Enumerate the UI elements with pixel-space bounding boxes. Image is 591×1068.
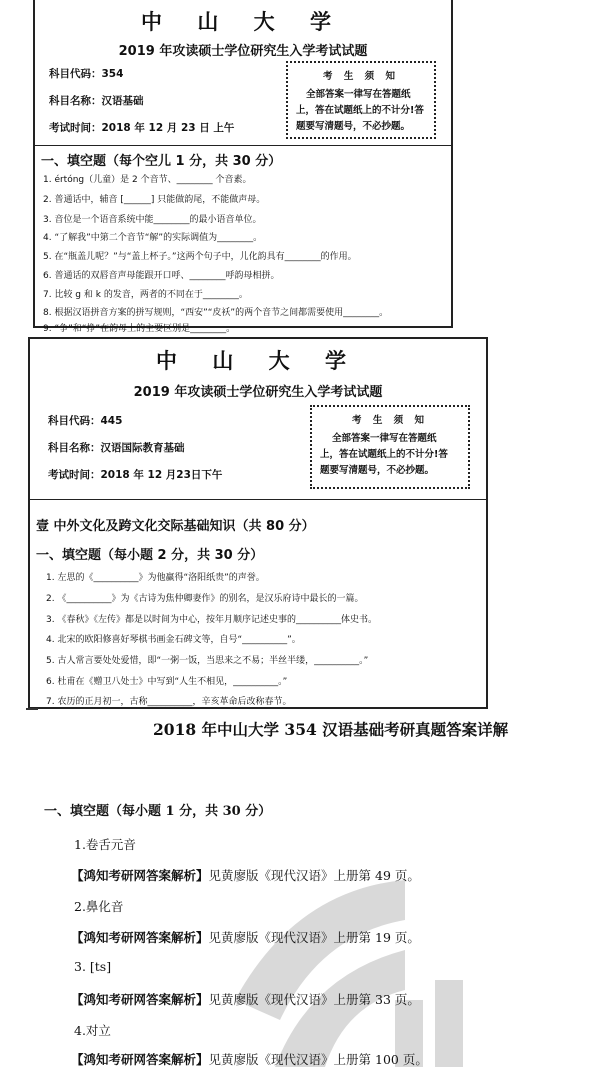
question: 6. 普通话的双唇音声母能跟开口呼、________呼韵母相拼。 xyxy=(43,271,280,281)
part-heading: 壹 中外文化及跨文化交际基础知识（共 80 分） xyxy=(36,519,315,534)
notice-line: 上，答在试题纸上的不计分!答 xyxy=(296,105,424,116)
question: 3. 音位是一个语音系统中能________的最小语音单位。 xyxy=(43,215,262,225)
candidate-notice xyxy=(286,61,436,139)
question: 6. 杜甫在《赠卫八处士》中写到“人生不相见，__________。” xyxy=(46,677,288,687)
exam-scan-354 xyxy=(33,0,453,334)
question: 8. 根据汉语拼音方案的拼写规则，“西安”“皮袄”的两个音节之间都需要使用________。 xyxy=(43,308,389,318)
question: 5. 古人常言要处处爱惜，即“一粥一饭，当思来之不易；半丝半缕，__________。” xyxy=(46,656,369,666)
section-heading: 一、填空题（每个空儿 1 分，共 30 分） xyxy=(41,154,282,169)
answer-item: 4.对立 xyxy=(74,1023,111,1038)
divider xyxy=(35,145,451,146)
exam-title: 2019 年攻读硕士学位研究生入学考试试题 xyxy=(118,44,368,59)
exam-time: 考试时间：2018 年 12 月 23 日 上午 xyxy=(49,122,235,134)
explanation-text: 见黄廖版《现代汉语》上册第 19 页。 xyxy=(208,930,420,945)
question: 5. 在“瓶盖儿呢？”与“盖上杯子。”这两个句子中，儿化韵具有________的作用。 xyxy=(43,252,357,262)
notice-line: 题要写清题号，不必抄题。 xyxy=(320,465,435,476)
explanation-text: 见黄廖版《现代汉语》上册第 49 页。 xyxy=(208,868,420,883)
question: 7. 农历的正月初一，古称__________，辛亥革命后改称春节。 xyxy=(46,697,292,707)
source-tag: 【鸿知考研网答案解析】 xyxy=(71,992,209,1007)
question: 7. 比较 g 和 k 的发音，两者的不同在于________。 xyxy=(43,290,248,300)
exam-scan-445 xyxy=(28,337,488,709)
answer-item: 2.鼻化音 xyxy=(74,899,124,914)
notice-line: 全部答案一律写在答题纸 xyxy=(306,89,411,100)
subject-name: 科目名称：汉语国际教育基础 xyxy=(48,442,185,454)
exam-meta xyxy=(49,66,234,147)
subject-code: 科目代码：445 xyxy=(48,415,123,427)
notice-heading: 考 生 须 知 xyxy=(323,71,399,82)
question: 9. “争”和“挣”在韵母上的主要区别是________。 xyxy=(43,324,236,334)
source-tag: 【鸿知考研网答案解析】 xyxy=(71,930,209,945)
candidate-notice xyxy=(310,405,470,489)
subject-code: 科目代码：354 xyxy=(49,68,124,80)
university-name: 中 山 大 学 xyxy=(156,348,360,373)
notice-heading: 考 生 须 知 xyxy=(352,415,428,426)
exam-meta xyxy=(48,413,222,494)
answer-explanation xyxy=(71,990,420,1008)
source-tag: 【鸿知考研网答案解析】 xyxy=(71,868,209,883)
answer-item: 3. [ts] xyxy=(74,959,112,974)
notice-line: 上，答在试题纸上的不计分!答 xyxy=(320,449,448,460)
answer-explanation xyxy=(71,1050,428,1068)
question: 2. 《__________》为《古诗为焦仲卿妻作》的别名，是汉乐府诗中最长的一篇。 xyxy=(46,594,364,604)
question: 1. értóng（儿童）是 2 个音节、________ 个音素。 xyxy=(43,175,252,185)
exam-title: 2019 年攻读硕士学位研究生入学考试试题 xyxy=(133,385,383,400)
notice-line: 题要写清题号，不必抄题。 xyxy=(296,121,411,132)
exam-time: 考试时间：2018 年 12 月23日下午 xyxy=(48,469,223,481)
question: 2. 普通话中，辅音 [______] 只能做韵尾，不能做声母。 xyxy=(43,195,266,205)
question: 3. 《春秋》《左传》都是以时间为中心，按年月顺序记述史事的__________体史书。 xyxy=(46,615,377,625)
question: 1. 左思的《__________》为他赢得“洛阳纸贵”的声誉。 xyxy=(46,573,265,583)
scan-edge-mark xyxy=(26,708,38,710)
explanation-text: 见黄廖版《现代汉语》上册第 33 页。 xyxy=(208,992,420,1007)
question: 4. 北宋的欧阳修喜好琴棋书画金石碑文等，自号“__________”。 xyxy=(46,635,301,645)
answer-explanation xyxy=(71,866,420,884)
section-heading: 一、填空题（每小题 2 分，共 30 分） xyxy=(36,548,264,563)
university-name: 中 山 大 学 xyxy=(141,9,345,34)
answer-explanation xyxy=(71,928,420,946)
subject-name: 科目名称：汉语基础 xyxy=(49,95,144,107)
question: 4. “了解我”中第二个音节“解”的实际调值为________。 xyxy=(43,233,263,243)
divider xyxy=(30,499,486,500)
answer-section-heading: 一、填空题（每小题 1 分，共 30 分） xyxy=(44,804,272,819)
watermark-logo xyxy=(235,880,475,1067)
explanation-text: 见黄廖版《现代汉语》上册第 100 页。 xyxy=(208,1052,428,1067)
notice-line: 全部答案一律写在答题纸 xyxy=(332,433,437,444)
source-tag: 【鸿知考研网答案解析】 xyxy=(71,1052,209,1067)
answer-doc-title: 2018 年中山大学 354 汉语基础考研真题答案详解 xyxy=(153,720,509,739)
answer-item: 1.卷舌元音 xyxy=(74,837,136,852)
